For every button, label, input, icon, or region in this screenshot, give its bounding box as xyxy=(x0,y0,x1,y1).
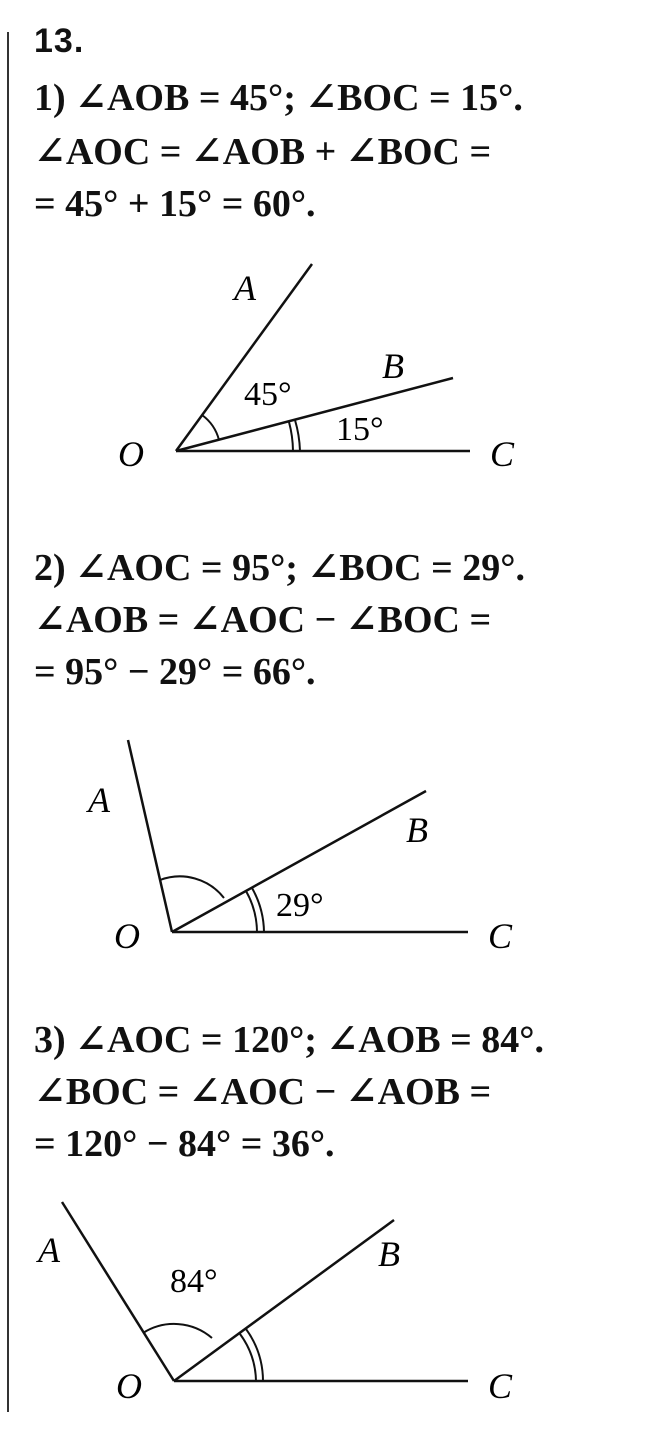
part3-given: 3) ∠AOC = 120°; ∠AOB = 84°. xyxy=(34,1019,544,1061)
label-a: A xyxy=(234,268,256,308)
label-o: O xyxy=(116,1366,142,1406)
part3-result: = 120° − 84° = 36°. xyxy=(34,1123,335,1165)
ray-ob xyxy=(174,1220,394,1381)
angle-aob-label: 45° xyxy=(244,376,292,413)
label-c: C xyxy=(490,434,515,474)
label-c: C xyxy=(488,916,513,956)
part1-formula: ∠AOC = ∠AOB + ∠BOC = xyxy=(34,131,492,173)
angle-boc-label: 29° xyxy=(276,887,324,924)
part1-given: 1) ∠AOB = 45°; ∠BOC = 15°. xyxy=(34,77,523,119)
label-b: B xyxy=(406,810,428,850)
part3-formula: ∠BOC = ∠AOC − ∠AOB = xyxy=(34,1071,492,1113)
ray-oa xyxy=(62,1202,174,1381)
label-o: O xyxy=(114,916,140,956)
part1-result: = 45° + 15° = 60°. xyxy=(34,183,316,225)
label-a: A xyxy=(88,780,110,820)
label-c: C xyxy=(488,1366,513,1406)
label-b: B xyxy=(382,346,404,386)
label-b: B xyxy=(378,1234,400,1274)
angle-boc-label: 15° xyxy=(336,411,384,448)
label-o: O xyxy=(118,434,144,474)
part2-given: 2) ∠AOC = 95°; ∠BOC = 29°. xyxy=(34,547,525,589)
angle-aob-label: 84° xyxy=(170,1263,218,1300)
label-a: A xyxy=(38,1230,60,1270)
problem-number: 13. xyxy=(34,22,85,60)
part2-formula: ∠AOB = ∠AOC − ∠BOC = xyxy=(34,599,492,641)
part2-result: = 95° − 29° = 66°. xyxy=(34,651,316,693)
arc-aob xyxy=(143,1324,212,1338)
